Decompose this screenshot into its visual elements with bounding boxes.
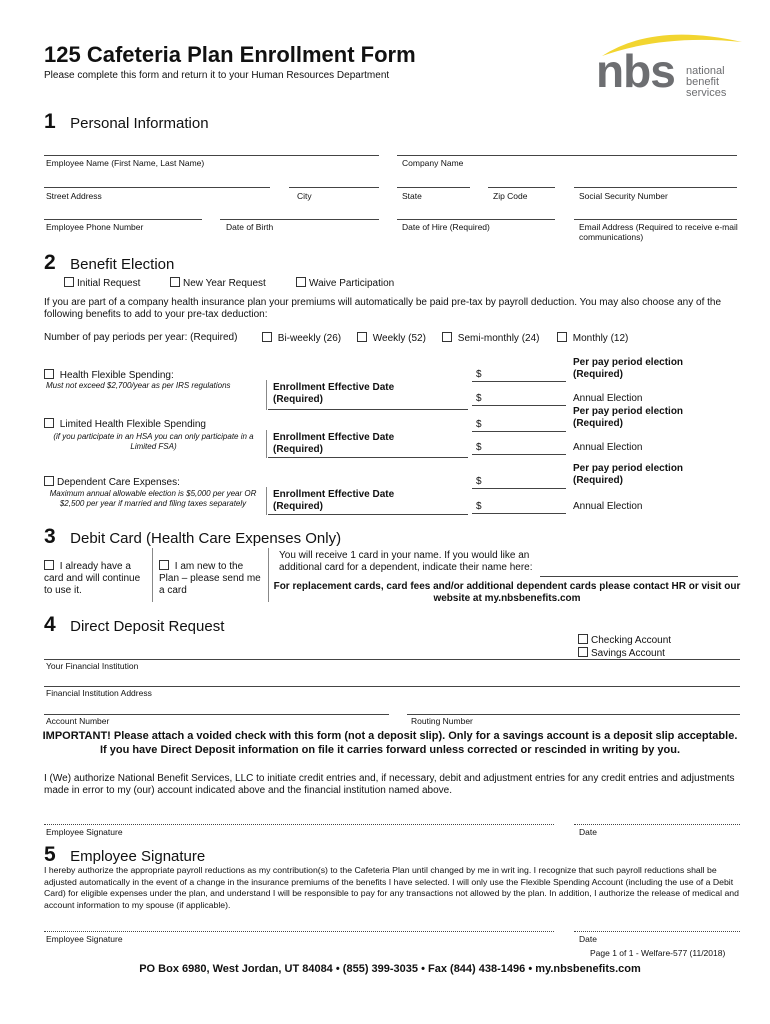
street-address-label: Street Address [46,191,102,201]
section-title: Debit Card (Health Care Expenses Only) [70,530,342,547]
bullet-icon: • [421,963,425,975]
dob-label: Date of Birth [226,222,274,232]
deposit-signature-field[interactable] [44,824,554,825]
limited-effective-date-field[interactable] [268,457,468,458]
section-1-heading [44,110,209,134]
checkbox[interactable] [170,277,180,287]
financial-institution-label: Your Financial Institution [46,661,139,671]
dependent-care-option[interactable] [44,476,180,488]
employee-name-label: Employee Name (First Name, Last Name) [46,158,205,168]
section-number: 1 [44,110,56,133]
city-label: City [297,191,312,201]
effective-date-label: Enrollment Effective Date (Required) [273,489,395,512]
per-pay-label: Per pay period election (Required) [573,406,684,429]
company-name-field[interactable] [397,155,737,156]
bullet-icon: • [528,963,533,975]
dollar-sign: $ [476,476,482,487]
option-label: Monthly (12) [572,333,629,344]
routing-number-label: Routing Number [411,716,473,726]
bullet-icon: • [335,963,340,975]
date-label: Date [579,827,597,837]
option-label: Semi-monthly (24) [457,333,540,344]
ssn-field[interactable] [574,187,737,188]
checkbox[interactable] [44,369,54,379]
form-subtitle: Please complete this form and return it to your Human Resources Department [44,70,390,81]
annual-election-label: Annual Election [573,393,643,404]
footer-website[interactable]: my.nbsbenefits.com [535,963,641,975]
checkbox[interactable] [159,560,169,570]
logo-line-3: services [686,87,727,99]
section-title: Benefit Election [70,256,175,273]
street-address-field[interactable] [44,187,270,188]
limited-fsa-note: (if you participate in an HSA you can only participate in a Limited FSA) [53,432,254,451]
hire-date-field[interactable] [397,219,555,220]
email-label: Email Address (Required to receive e-mail communications) [579,222,738,242]
biweekly-option[interactable] [262,332,341,344]
authorization-statement: I hereby authorize the appropriate payroll reductions as my contribution(s) to the Cafeteria Plan until changed by me in writ ing. I recognize that such payroll reductions shall be adjusted automatically in the event of a change in the insurance premiums of the benefits I have selected. I will only use the Flexible Spending Account (including the use of a Debit Card) for eligible expenses under the plan, and understand I will be responsible to pay for any transactions not allowed by the plan. In addition, I authorize the release of medical and account information to my spouse (if applicable). [44,865,739,910]
authorization-text: I (We) authorize National Benefit Services, LLC to initiate credit entries and, if necessary, debit and adjustment entries for any credit entries and adjustments made in error to my (our) account indicated above and the financial institution named above. [44,773,735,796]
option-label: Dependent Care Expenses: [57,477,180,488]
health-fsa-option[interactable] [44,369,174,381]
card-contact-text: For replacement cards, card fees and/or additional dependent cards please contact HR or visit our website at my.nbsbenefits.com [273,581,741,604]
section-2-heading [44,251,174,275]
checkbox[interactable] [442,332,452,342]
logo-line-2: benefit [686,76,720,88]
state-label: State [402,191,422,201]
checkbox[interactable] [44,560,54,570]
limited-fsa-option[interactable] [44,418,206,430]
email-field[interactable] [574,219,737,220]
form-title: 125 Cafeteria Plan Enrollment Form [44,42,416,67]
footer-phone: (855) 399-3035 [342,963,419,975]
semimonthly-option[interactable] [442,332,539,344]
dollar-sign: $ [476,419,482,430]
logo-text: nbs [596,45,675,97]
health-per-pay-field[interactable] [472,381,566,382]
dependent-effective-date-field[interactable] [268,514,468,515]
dependent-per-pay-field[interactable] [472,488,566,489]
section-5-heading [44,843,205,867]
checking-account-option[interactable] [578,634,671,646]
hire-date-label: Date of Hire (Required) [402,222,490,232]
per-pay-label: Per pay period election (Required) [573,357,684,380]
annual-election-label: Annual Election [573,442,643,453]
section-title: Employee Signature [70,848,206,865]
dollar-sign: $ [476,442,482,453]
dependent-name-field[interactable] [540,576,738,577]
savings-account-option[interactable] [578,647,665,659]
limited-per-pay-field[interactable] [472,431,566,432]
zip-field[interactable] [488,187,555,188]
zip-label: Zip Code [493,191,528,201]
option-label: I am new to the Plan – please send me a card [159,561,261,596]
section-number: 3 [44,525,56,548]
city-field[interactable] [289,187,379,188]
financial-institution-field[interactable] [44,659,740,660]
per-pay-label: Per pay period election (Required) [573,463,684,486]
important-notice: IMPORTANT! Please attach a voided check with this form (not a deposit slip). Only for a savings account is a deposit slip acceptable. If you have Direct Deposit information on file it carries forward unless corrected or rescinded in writing by you. [42,730,738,756]
footer-address: PO Box 6980, West Jordan, UT 84084 [139,963,333,975]
health-effective-date-field[interactable] [268,409,468,410]
option-label: Waive Participation [309,278,395,289]
section-number: 5 [44,843,56,866]
option-label: I already have a card and will continue to use it. [44,561,141,596]
option-label: Bi-weekly (26) [277,333,342,344]
option-label: Weekly (52) [372,333,426,344]
checkbox[interactable] [578,647,588,657]
health-annual-field[interactable] [472,405,566,406]
checkbox[interactable] [557,332,567,342]
institution-address-label: Financial Institution Address [46,688,152,698]
nbs-logo [594,28,744,103]
new-year-request-option[interactable] [170,277,266,289]
checkbox[interactable] [357,332,367,342]
ssn-label: Social Security Number [579,191,668,201]
weekly-option[interactable] [357,332,426,344]
signature-label: Employee Signature [46,827,123,837]
routing-number-field[interactable] [407,714,740,715]
company-name-label: Company Name [402,158,464,168]
employee-name-field[interactable] [44,155,379,156]
option-label: Checking Account [591,635,672,646]
dollar-sign: $ [476,369,482,380]
option-label: New Year Request [183,278,266,289]
deposit-date-field[interactable] [574,824,740,825]
option-label: Savings Account [591,648,665,659]
section-number: 2 [44,251,56,274]
employee-signature-field[interactable] [44,931,554,932]
phone-field[interactable] [44,219,202,220]
dollar-sign: $ [476,393,482,404]
phone-label: Employee Phone Number [46,222,144,232]
pay-periods-label: Number of pay periods per year: (Required) [44,332,238,343]
signature-date-field[interactable] [574,931,740,932]
signature-label: Employee Signature [46,934,123,944]
account-number-field[interactable] [44,714,389,715]
section-title: Personal Information [70,115,209,132]
page-info: Page 1 of 1 - Welfare-577 (11/2018) [590,948,726,958]
footer-fax: Fax (844) 438-1496 [428,963,526,975]
checkbox[interactable] [578,634,588,644]
checkbox[interactable] [44,418,54,428]
monthly-option[interactable] [557,332,628,344]
limited-annual-field[interactable] [472,454,566,455]
initial-request-option[interactable] [64,277,140,289]
dollar-sign: $ [476,501,482,512]
have-card-option[interactable] [44,560,148,597]
section-3-heading [44,525,341,549]
option-label: Initial Request [77,278,141,289]
card-info-text: You will receive 1 card in your name. If you would like an additional card for a dependent, indicate their name here: [279,550,533,573]
checkbox[interactable] [64,277,74,287]
new-card-option[interactable] [159,560,265,597]
section-number: 4 [44,613,56,636]
institution-address-field[interactable] [44,686,740,687]
dependent-care-note: Maximum annual allowable election is $5,000 per year OR $2,500 per year if married and filing taxes separately [49,489,257,508]
annual-election-label: Annual Election [573,501,643,512]
section-4-heading [44,613,224,637]
health-fsa-note: Must not exceed $2,700/year as per IRS regulations [46,381,231,390]
benefit-intro-text: If you are part of a company health insurance plan your premiums will automatically be paid pre-tax by payroll deduction. You may also choose any of the following benefits to add to your pre-tax deduction: [44,297,722,320]
option-label: Health Flexible Spending: [59,370,174,381]
checkbox[interactable] [262,332,272,342]
section-title: Direct Deposit Request [70,618,225,635]
state-field[interactable] [397,187,470,188]
effective-date-label: Enrollment Effective Date (Required) [273,432,395,455]
waive-participation-option[interactable] [296,277,394,289]
option-label: Limited Health Flexible Spending [59,419,206,430]
checkbox[interactable] [296,277,306,287]
date-label: Date [579,934,597,944]
effective-date-label: Enrollment Effective Date (Required) [273,382,395,405]
logo-line-1: national [686,65,725,77]
footer-contact [40,963,740,975]
checkbox[interactable] [44,476,54,486]
dependent-annual-field[interactable] [472,513,566,514]
dob-field[interactable] [220,219,379,220]
account-number-label: Account Number [46,716,110,726]
